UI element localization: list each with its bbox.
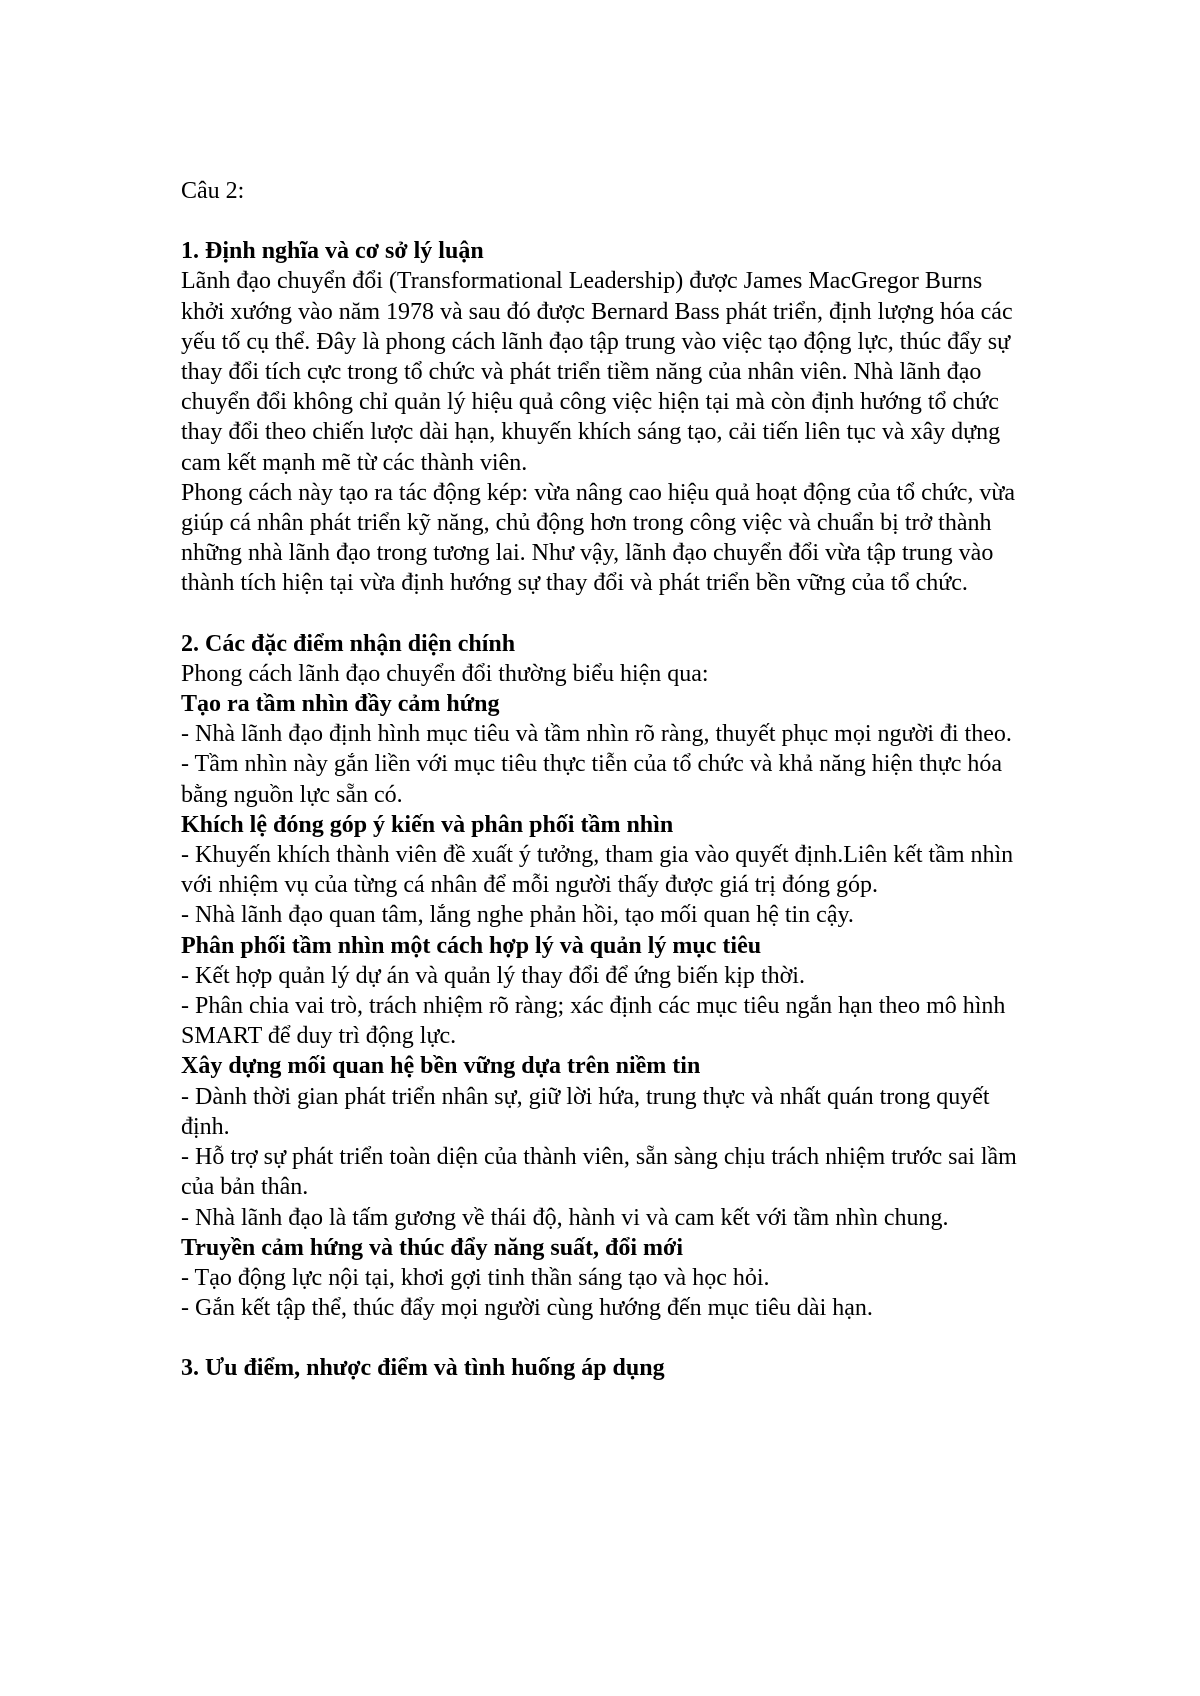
characteristics-intro: Phong cách lãnh đạo chuyển đổi thường biểu hiện qua: [181,660,709,687]
section-spacer [181,599,1026,629]
subheading-trust-relationships: Xây dựng mối quan hệ bền vững dựa trên niềm tin [181,1053,701,1080]
section-heading-characteristics: 2. Các đặc điểm nhận diện chính [181,630,516,657]
document-body [181,176,1026,1384]
subheading-inspiring-vision: Tạo ra tầm nhìn đầy cảm hứng [181,691,500,718]
section-heading-pros-cons: 3. Ưu điểm, nhược điểm và tình huống áp dụng [181,1355,665,1382]
section-heading-definition: 1. Định nghĩa và cơ sở lý luận [181,238,484,265]
subheading-inspire-productivity: Truyền cảm hứng và thúc đẩy năng suất, đổi mới [181,1234,683,1261]
bullet-item: - Khuyến khích thành viên đề xuất ý tưởng, tham gia vào quyết định.Liên kết tầm nhìn với nhiệm vụ của từng cá nhân để mỗi người thấy được giá trị đóng góp. [181,842,1014,899]
bullet-item: - Dành thời gian phát triển nhân sự, giữ lời hứa, trung thực và nhất quán trong quyết định. [181,1083,990,1140]
bullet-item: - Tầm nhìn này gắn liền với mục tiêu thực tiễn của tổ chức và khả năng hiện thực hóa bằng nguồn lực sẵn có. [181,751,1003,808]
bullet-item: - Kết hợp quản lý dự án và quản lý thay đổi để ứng biến kịp thời. [181,962,805,989]
bullet-item: - Tạo động lực nội tại, khơi gợi tinh thần sáng tạo và học hỏi. [181,1264,770,1291]
question-label: Câu 2: [181,178,245,204]
definition-paragraph-2: Phong cách này tạo ra tác động kép: vừa nâng cao hiệu quả hoạt động của tổ chức, vừa giúp cá nhân phát triển kỹ năng, chủ động hơn trong công việc và chuẩn bị trở thành những nhà lãnh đạo trong tương lai. Như vậy, lãnh đạo chuyển đổi vừa tập trung vào thành tích hiện tại vừa định hướng sự thay đổi và phát triển bền vững của tổ chức. [181,479,1016,597]
bullet-item: - Nhà lãnh đạo quan tâm, lắng nghe phản hồi, tạo mối quan hệ tin cậy. [181,902,854,929]
bullet-item: - Nhà lãnh đạo định hình mục tiêu và tầm nhìn rõ ràng, thuyết phục mọi người đi theo. [181,721,1012,748]
subheading-distribute-vision: Phân phối tầm nhìn một cách hợp lý và quản lý mục tiêu [181,932,762,959]
subheading-encourage-contribution: Khích lệ đóng góp ý kiến và phân phối tầm nhìn [181,811,674,838]
section-spacer [181,1323,1026,1353]
definition-paragraph-1: Lãnh đạo chuyển đổi (Transformational Leadership) được James MacGregor Burns khởi xướng vào năm 1978 và sau đó được Bernard Bass phát triển, định lượng hóa các yếu tố cụ thể. Đây là phong cách lãnh đạo tập trung vào việc tạo động lực, thúc đẩy sự thay đổi tích cực trong tổ chức và phát triển tiềm năng của nhân viên. Nhà lãnh đạo chuyển đổi không chỉ quản lý hiệu quả công việc hiện tại mà còn định hướng tổ chức thay đổi theo chiến lược dài hạn, khuyến khích sáng tạo, cải tiến liên tục và xây dựng cam kết mạnh mẽ từ các thành viên. [181,268,1013,476]
bullet-item: - Phân chia vai trò, trách nhiệm rõ ràng; xác định các mục tiêu ngắn hạn theo mô hình SMART để duy trì động lực. [181,993,1006,1050]
bullet-item: - Gắn kết tập thể, thúc đẩy mọi người cùng hướng đến mục tiêu dài hạn. [181,1295,873,1322]
bullet-item: - Nhà lãnh đạo là tấm gương về thái độ, hành vi và cam kết với tầm nhìn chung. [181,1204,949,1231]
bullet-item: - Hỗ trợ sự phát triển toàn diện của thành viên, sẵn sàng chịu trách nhiệm trước sai lầm của bản thân. [181,1144,1017,1201]
